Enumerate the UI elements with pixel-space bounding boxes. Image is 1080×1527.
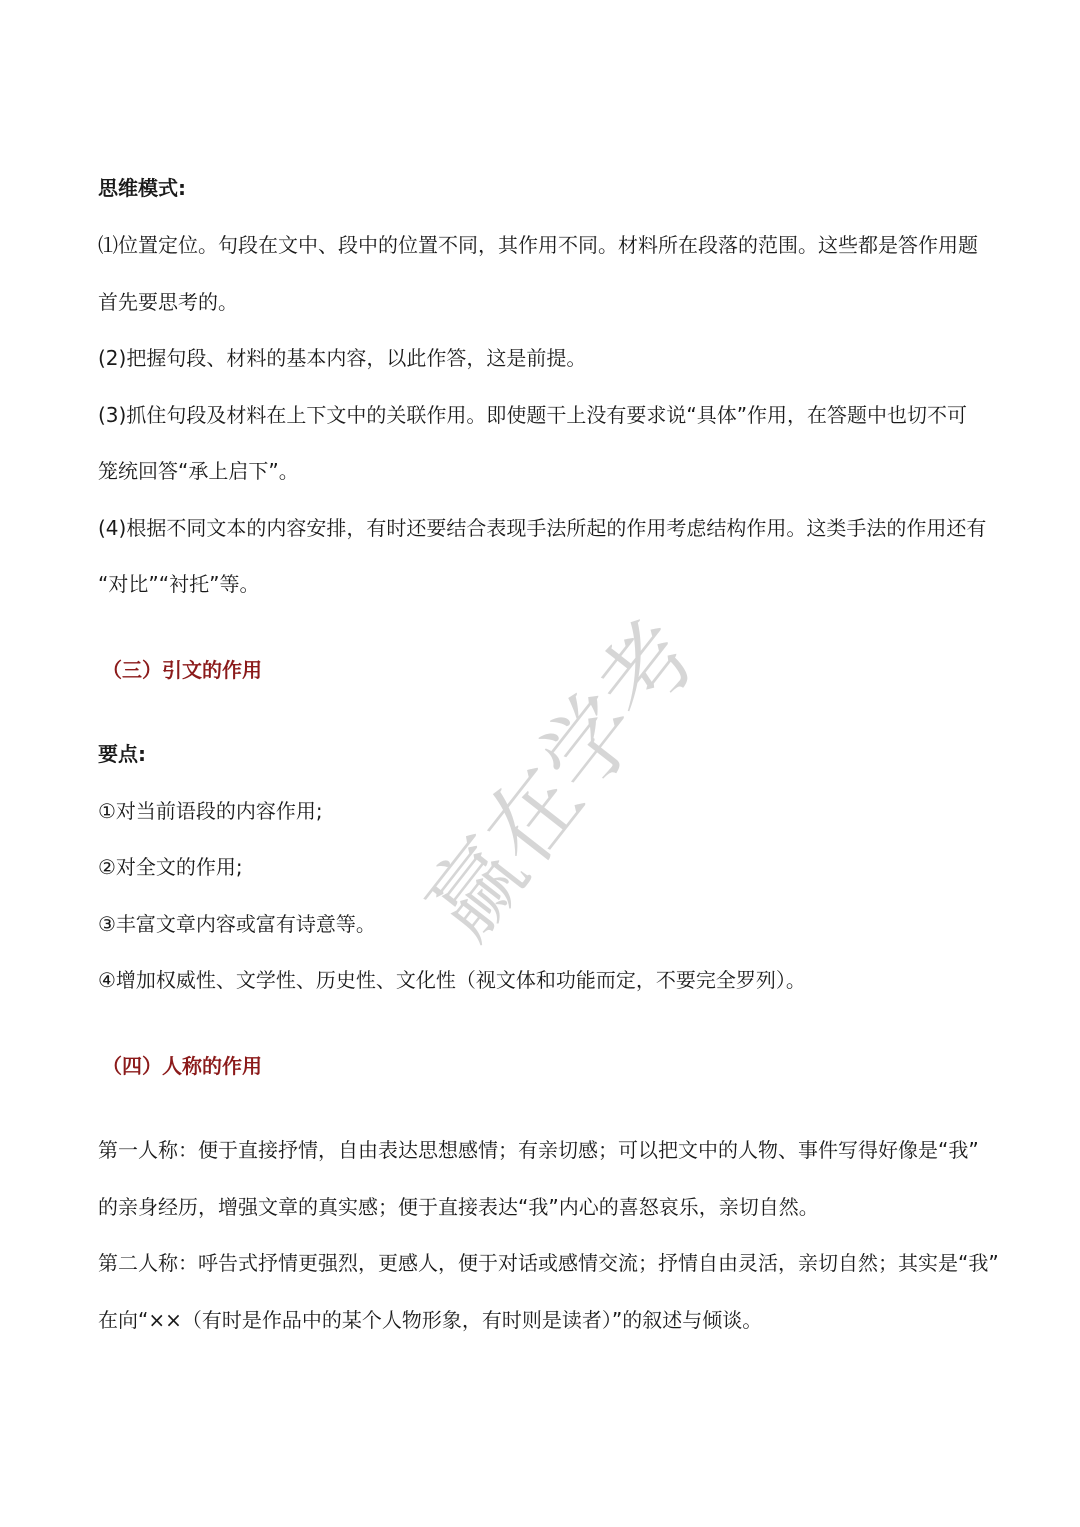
person-line-3: 第二人称：呼告式抒情更强烈，更感人，便于对话或感情交流；抒情自由灵活，亲切自然；其实是“我” xyxy=(98,1251,999,1275)
key-point-item-1: ①对当前语段的内容作用; xyxy=(98,799,323,823)
thinking-line-4: (3)抓住句段及材料在上下文中的关联作用。即使题干上没有要求说“具体”作用，在答题中也切不可 xyxy=(98,403,968,427)
section-heading-person: （四）人称的作用 xyxy=(102,1054,262,1078)
thinking-line-5: 笼统回答“承上启下”。 xyxy=(98,459,299,483)
key-point-item-2: ②对全文的作用; xyxy=(98,855,243,879)
thinking-line-7: “对比”“衬托”等。 xyxy=(98,572,260,596)
thinking-line-2: 首先要思考的。 xyxy=(98,290,238,314)
thinking-title: 思维模式: xyxy=(98,176,186,200)
thinking-line-6: (4)根据不同文本的内容安排，有时还要结合表现手法所起的作用考虑结构作用。这类手法的作用还有 xyxy=(98,516,987,540)
section-heading-quote: （三）引文的作用 xyxy=(102,658,262,682)
thinking-line-1: ⑴位置定位。句段在文中、段中的位置不同，其作用不同。材料所在段落的范围。这些都是答作用题 xyxy=(98,233,978,257)
watermark xyxy=(345,560,805,1020)
key-point-item-4: ④增加权威性、文学性、历史性、文化性（视文体和功能而定，不要完全罗列）。 xyxy=(98,968,806,992)
thinking-line-3: (2)把握句段、材料的基本内容，以此作答，这是前提。 xyxy=(98,346,587,370)
person-line-4: 在向“××（有时是作品中的某个人物形象，有时则是读者）”的叙述与倾谈。 xyxy=(98,1308,763,1332)
person-line-1: 第一人称：便于直接抒情，自由表达思想感情；有亲切感；可以把文中的人物、事件写得好像是“我” xyxy=(98,1138,979,1162)
watermark-text: 赢在学考 xyxy=(406,601,718,958)
key-points-title: 要点: xyxy=(98,742,146,766)
person-line-2: 的亲身经历，增强文章的真实感；便于直接表达“我”内心的喜怒哀乐，亲切自然。 xyxy=(98,1195,819,1219)
key-point-item-3: ③丰富文章内容或富有诗意等。 xyxy=(98,912,376,936)
